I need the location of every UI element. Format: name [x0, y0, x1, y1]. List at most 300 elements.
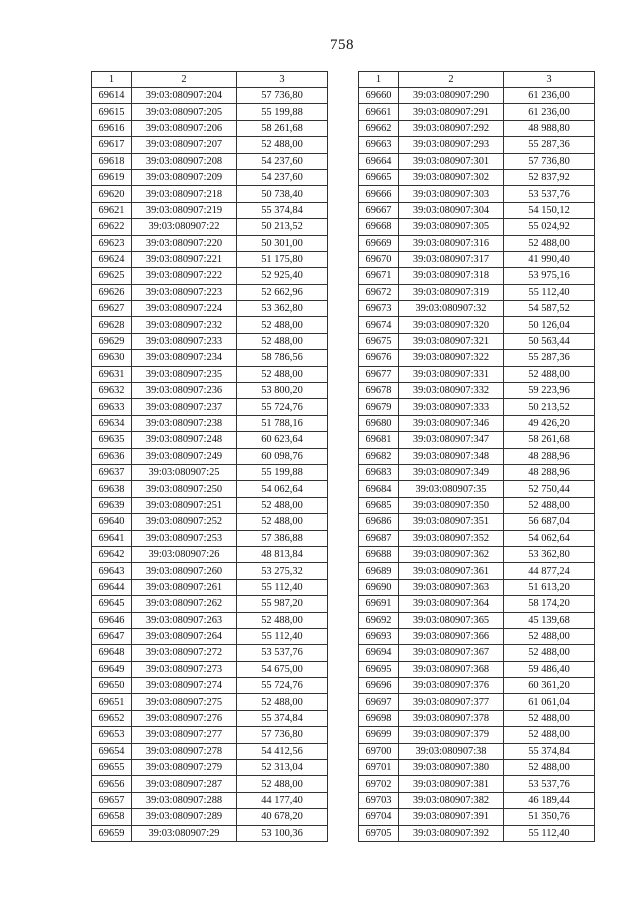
- row-number-cell: 69639: [92, 497, 132, 513]
- row-number-cell: 69621: [92, 202, 132, 218]
- cadastral-number-cell: 39:03:080907:238: [132, 415, 237, 431]
- table-row: [92, 497, 328, 513]
- table-row: [359, 678, 595, 694]
- cadastral-number-cell: 39:03:080907:321: [399, 333, 504, 349]
- row-number-cell: 69698: [359, 710, 399, 726]
- value-cell: 52 488,00: [504, 710, 595, 726]
- table-row: [359, 628, 595, 644]
- value-cell: 52 488,00: [237, 317, 328, 333]
- table-row: [359, 727, 595, 743]
- cadastral-number-cell: 39:03:080907:319: [399, 284, 504, 300]
- value-cell: 52 837,92: [504, 169, 595, 185]
- cadastral-number-cell: 39:03:080907:253: [132, 530, 237, 546]
- value-cell: 48 288,96: [504, 448, 595, 464]
- row-number-cell: 69678: [359, 383, 399, 399]
- cadastral-number-cell: 39:03:080907:221: [132, 251, 237, 267]
- value-cell: 61 236,00: [504, 88, 595, 104]
- value-cell: 55 987,20: [237, 596, 328, 612]
- right-data-table: [358, 71, 595, 842]
- left-data-table: [91, 71, 328, 842]
- value-cell: 51 613,20: [504, 579, 595, 595]
- value-cell: 54 062,64: [504, 530, 595, 546]
- cadastral-number-cell: 39:03:080907:291: [399, 104, 504, 120]
- value-cell: 55 724,76: [237, 399, 328, 415]
- row-number-cell: 69616: [92, 120, 132, 136]
- cadastral-number-cell: 39:03:080907:264: [132, 628, 237, 644]
- row-number-cell: 69703: [359, 792, 399, 808]
- table-row: [92, 596, 328, 612]
- table-row: [359, 268, 595, 284]
- cadastral-number-cell: 39:03:080907:277: [132, 727, 237, 743]
- cadastral-number-cell: 39:03:080907:377: [399, 694, 504, 710]
- cadastral-number-cell: 39:03:080907:364: [399, 596, 504, 612]
- cadastral-number-cell: 39:03:080907:380: [399, 760, 504, 776]
- table-row: [92, 432, 328, 448]
- column-header-value: 3: [237, 72, 328, 88]
- cadastral-number-cell: 39:03:080907:351: [399, 514, 504, 530]
- value-cell: 52 750,44: [504, 481, 595, 497]
- table-row: [92, 301, 328, 317]
- row-number-cell: 69660: [359, 88, 399, 104]
- value-cell: 52 488,00: [237, 366, 328, 382]
- value-cell: 40 678,20: [237, 809, 328, 825]
- row-number-cell: 69653: [92, 727, 132, 743]
- cadastral-number-cell: 39:03:080907:32: [399, 301, 504, 317]
- value-cell: 53 362,80: [237, 301, 328, 317]
- column-header-cadastral-number: 2: [399, 72, 504, 88]
- table-row: [92, 694, 328, 710]
- row-number-cell: 69655: [92, 760, 132, 776]
- row-number-cell: 69701: [359, 760, 399, 776]
- row-number-cell: 69681: [359, 432, 399, 448]
- cadastral-number-cell: 39:03:080907:260: [132, 563, 237, 579]
- row-number-cell: 69693: [359, 628, 399, 644]
- row-number-cell: 69697: [359, 694, 399, 710]
- row-number-cell: 69649: [92, 661, 132, 677]
- value-cell: 52 488,00: [504, 645, 595, 661]
- row-number-cell: 69622: [92, 219, 132, 235]
- cadastral-number-cell: 39:03:080907:234: [132, 350, 237, 366]
- row-number-cell: 69702: [359, 776, 399, 792]
- value-cell: 54 587,52: [504, 301, 595, 317]
- value-cell: 52 488,00: [237, 137, 328, 153]
- cadastral-number-cell: 39:03:080907:207: [132, 137, 237, 153]
- row-number-cell: 69614: [92, 88, 132, 104]
- value-cell: 50 563,44: [504, 333, 595, 349]
- row-number-cell: 69664: [359, 153, 399, 169]
- cadastral-number-cell: 39:03:080907:251: [132, 497, 237, 513]
- cadastral-number-cell: 39:03:080907:322: [399, 350, 504, 366]
- cadastral-number-cell: 39:03:080907:206: [132, 120, 237, 136]
- table-row: [92, 268, 328, 284]
- row-number-cell: 69645: [92, 596, 132, 612]
- cadastral-number-cell: 39:03:080907:392: [399, 825, 504, 841]
- row-number-cell: 69682: [359, 448, 399, 464]
- cadastral-number-cell: 39:03:080907:25: [132, 464, 237, 480]
- cadastral-number-cell: 39:03:080907:332: [399, 383, 504, 399]
- value-cell: 56 687,04: [504, 514, 595, 530]
- row-number-cell: 69680: [359, 415, 399, 431]
- value-cell: 55 112,40: [237, 579, 328, 595]
- table-row: [92, 104, 328, 120]
- table-row: [92, 825, 328, 841]
- value-cell: 57 736,80: [237, 727, 328, 743]
- table-row: [92, 743, 328, 759]
- value-cell: 53 100,36: [237, 825, 328, 841]
- value-cell: 55 199,88: [237, 104, 328, 120]
- row-number-cell: 69644: [92, 579, 132, 595]
- value-cell: 60 623,64: [237, 432, 328, 448]
- value-cell: 52 488,00: [237, 776, 328, 792]
- value-cell: 52 488,00: [237, 612, 328, 628]
- row-number-cell: 69642: [92, 546, 132, 562]
- table-row: [359, 169, 595, 185]
- table-row: [92, 415, 328, 431]
- cadastral-number-cell: 39:03:080907:22: [132, 219, 237, 235]
- cadastral-number-cell: 39:03:080907:204: [132, 88, 237, 104]
- cadastral-number-cell: 39:03:080907:363: [399, 579, 504, 595]
- row-number-cell: 69633: [92, 399, 132, 415]
- value-cell: 45 139,68: [504, 612, 595, 628]
- cadastral-number-cell: 39:03:080907:376: [399, 678, 504, 694]
- table-row: [92, 350, 328, 366]
- value-cell: 54 412,56: [237, 743, 328, 759]
- row-number-cell: 69705: [359, 825, 399, 841]
- table-row: [359, 694, 595, 710]
- cadastral-number-cell: 39:03:080907:289: [132, 809, 237, 825]
- table-header-row: [92, 72, 328, 88]
- cadastral-number-cell: 39:03:080907:293: [399, 137, 504, 153]
- cadastral-number-cell: 39:03:080907:318: [399, 268, 504, 284]
- table-row: [359, 301, 595, 317]
- cadastral-number-cell: 39:03:080907:26: [132, 546, 237, 562]
- value-cell: 53 362,80: [504, 546, 595, 562]
- table-row: [359, 432, 595, 448]
- column-header-cadastral-number: 2: [132, 72, 237, 88]
- value-cell: 58 261,68: [504, 432, 595, 448]
- table-row: [359, 120, 595, 136]
- row-number-cell: 69628: [92, 317, 132, 333]
- value-cell: 52 488,00: [504, 366, 595, 382]
- cadastral-number-cell: 39:03:080907:381: [399, 776, 504, 792]
- table-row: [92, 678, 328, 694]
- table-row: [359, 825, 595, 841]
- cadastral-number-cell: 39:03:080907:290: [399, 88, 504, 104]
- row-number-cell: 69674: [359, 317, 399, 333]
- table-row: [359, 448, 595, 464]
- cadastral-number-cell: 39:03:080907:278: [132, 743, 237, 759]
- cadastral-number-cell: 39:03:080907:276: [132, 710, 237, 726]
- table-row: [92, 137, 328, 153]
- cadastral-number-cell: 39:03:080907:301: [399, 153, 504, 169]
- cadastral-number-cell: 39:03:080907:29: [132, 825, 237, 841]
- value-cell: 58 786,56: [237, 350, 328, 366]
- cadastral-number-cell: 39:03:080907:333: [399, 399, 504, 415]
- value-cell: 52 488,00: [237, 514, 328, 530]
- value-cell: 55 374,84: [504, 743, 595, 759]
- value-cell: 53 537,76: [504, 186, 595, 202]
- table-row: [359, 792, 595, 808]
- row-number-cell: 69623: [92, 235, 132, 251]
- column-header-number: 1: [359, 72, 399, 88]
- table-row: [92, 251, 328, 267]
- value-cell: 55 287,36: [504, 137, 595, 153]
- row-number-cell: 69673: [359, 301, 399, 317]
- value-cell: 52 488,00: [504, 235, 595, 251]
- row-number-cell: 69699: [359, 727, 399, 743]
- value-cell: 55 199,88: [237, 464, 328, 480]
- row-number-cell: 69650: [92, 678, 132, 694]
- value-cell: 55 374,84: [237, 710, 328, 726]
- table-row: [92, 88, 328, 104]
- table-row: [92, 563, 328, 579]
- cadastral-number-cell: 39:03:080907:274: [132, 678, 237, 694]
- table-row: [359, 137, 595, 153]
- row-number-cell: 69631: [92, 366, 132, 382]
- row-number-cell: 69696: [359, 678, 399, 694]
- value-cell: 52 662,96: [237, 284, 328, 300]
- cadastral-number-cell: 39:03:080907:305: [399, 219, 504, 235]
- table-row: [92, 710, 328, 726]
- cadastral-number-cell: 39:03:080907:362: [399, 546, 504, 562]
- value-cell: 50 126,04: [504, 317, 595, 333]
- cadastral-number-cell: 39:03:080907:288: [132, 792, 237, 808]
- table-row: [92, 612, 328, 628]
- row-number-cell: 69695: [359, 661, 399, 677]
- table-row: [92, 727, 328, 743]
- row-number-cell: 69620: [92, 186, 132, 202]
- cadastral-number-cell: 39:03:080907:378: [399, 710, 504, 726]
- value-cell: 53 800,20: [237, 383, 328, 399]
- value-cell: 58 174,20: [504, 596, 595, 612]
- row-number-cell: 69654: [92, 743, 132, 759]
- row-number-cell: 69627: [92, 301, 132, 317]
- cadastral-number-cell: 39:03:080907:205: [132, 104, 237, 120]
- cadastral-number-cell: 39:03:080907:367: [399, 645, 504, 661]
- row-number-cell: 69687: [359, 530, 399, 546]
- table-row: [92, 448, 328, 464]
- row-number-cell: 69694: [359, 645, 399, 661]
- table-row: [359, 579, 595, 595]
- value-cell: 51 175,80: [237, 251, 328, 267]
- table-row: [359, 809, 595, 825]
- row-number-cell: 69671: [359, 268, 399, 284]
- row-number-cell: 69635: [92, 432, 132, 448]
- cadastral-number-cell: 39:03:080907:273: [132, 661, 237, 677]
- table-row: [359, 415, 595, 431]
- row-number-cell: 69652: [92, 710, 132, 726]
- cadastral-number-cell: 39:03:080907:38: [399, 743, 504, 759]
- value-cell: 53 975,16: [504, 268, 595, 284]
- row-number-cell: 69692: [359, 612, 399, 628]
- cadastral-number-cell: 39:03:080907:292: [399, 120, 504, 136]
- cadastral-number-cell: 39:03:080907:361: [399, 563, 504, 579]
- row-number-cell: 69668: [359, 219, 399, 235]
- table-row: [359, 546, 595, 562]
- column-header-value: 3: [504, 72, 595, 88]
- table-row: [92, 809, 328, 825]
- row-number-cell: 69651: [92, 694, 132, 710]
- table-row: [92, 645, 328, 661]
- table-row: [92, 284, 328, 300]
- value-cell: 52 488,00: [237, 333, 328, 349]
- cadastral-number-cell: 39:03:080907:224: [132, 301, 237, 317]
- table-row: [359, 497, 595, 513]
- value-cell: 58 261,68: [237, 120, 328, 136]
- row-number-cell: 69618: [92, 153, 132, 169]
- row-number-cell: 69676: [359, 350, 399, 366]
- cadastral-number-cell: 39:03:080907:303: [399, 186, 504, 202]
- cadastral-number-cell: 39:03:080907:272: [132, 645, 237, 661]
- row-number-cell: 69690: [359, 579, 399, 595]
- cadastral-number-cell: 39:03:080907:347: [399, 432, 504, 448]
- table-row: [92, 169, 328, 185]
- cadastral-number-cell: 39:03:080907:232: [132, 317, 237, 333]
- value-cell: 48 813,84: [237, 546, 328, 562]
- cadastral-number-cell: 39:03:080907:316: [399, 235, 504, 251]
- cadastral-number-cell: 39:03:080907:350: [399, 497, 504, 513]
- table-row: [359, 760, 595, 776]
- value-cell: 55 287,36: [504, 350, 595, 366]
- cadastral-number-cell: 39:03:080907:287: [132, 776, 237, 792]
- cadastral-number-cell: 39:03:080907:208: [132, 153, 237, 169]
- row-number-cell: 69683: [359, 464, 399, 480]
- row-number-cell: 69629: [92, 333, 132, 349]
- row-number-cell: 69626: [92, 284, 132, 300]
- table-row: [92, 399, 328, 415]
- row-number-cell: 69670: [359, 251, 399, 267]
- table-row: [92, 333, 328, 349]
- value-cell: 48 288,96: [504, 464, 595, 480]
- column-header-number: 1: [92, 72, 132, 88]
- table-row: [359, 612, 595, 628]
- row-number-cell: 69662: [359, 120, 399, 136]
- value-cell: 46 189,44: [504, 792, 595, 808]
- table-row: [92, 546, 328, 562]
- row-number-cell: 69684: [359, 481, 399, 497]
- table-row: [359, 186, 595, 202]
- table-row: [359, 153, 595, 169]
- value-cell: 57 736,80: [504, 153, 595, 169]
- table-row: [359, 219, 595, 235]
- value-cell: 50 738,40: [237, 186, 328, 202]
- row-number-cell: 69643: [92, 563, 132, 579]
- cadastral-number-cell: 39:03:080907:222: [132, 268, 237, 284]
- table-row: [359, 284, 595, 300]
- row-number-cell: 69647: [92, 628, 132, 644]
- table-row: [359, 710, 595, 726]
- cadastral-number-cell: 39:03:080907:220: [132, 235, 237, 251]
- row-number-cell: 69675: [359, 333, 399, 349]
- right-table-body: [359, 88, 595, 842]
- cadastral-number-cell: 39:03:080907:275: [132, 694, 237, 710]
- cadastral-number-cell: 39:03:080907:352: [399, 530, 504, 546]
- value-cell: 55 112,40: [504, 284, 595, 300]
- cadastral-number-cell: 39:03:080907:379: [399, 727, 504, 743]
- row-number-cell: 69641: [92, 530, 132, 546]
- row-number-cell: 69636: [92, 448, 132, 464]
- row-number-cell: 69630: [92, 350, 132, 366]
- table-row: [92, 530, 328, 546]
- value-cell: 53 537,76: [237, 645, 328, 661]
- table-row: [92, 760, 328, 776]
- table-row: [359, 251, 595, 267]
- value-cell: 48 988,80: [504, 120, 595, 136]
- value-cell: 55 112,40: [237, 628, 328, 644]
- value-cell: 55 112,40: [504, 825, 595, 841]
- value-cell: 59 223,96: [504, 383, 595, 399]
- value-cell: 51 350,76: [504, 809, 595, 825]
- table-row: [92, 383, 328, 399]
- value-cell: 55 374,84: [237, 202, 328, 218]
- row-number-cell: 69661: [359, 104, 399, 120]
- cadastral-number-cell: 39:03:080907:248: [132, 432, 237, 448]
- value-cell: 52 488,00: [504, 628, 595, 644]
- row-number-cell: 69638: [92, 481, 132, 497]
- value-cell: 55 024,92: [504, 219, 595, 235]
- cadastral-number-cell: 39:03:080907:249: [132, 448, 237, 464]
- row-number-cell: 69615: [92, 104, 132, 120]
- row-number-cell: 69637: [92, 464, 132, 480]
- value-cell: 50 213,52: [237, 219, 328, 235]
- row-number-cell: 69677: [359, 366, 399, 382]
- table-row: [92, 235, 328, 251]
- table-row: [359, 333, 595, 349]
- value-cell: 54 150,12: [504, 202, 595, 218]
- value-cell: 54 675,00: [237, 661, 328, 677]
- row-number-cell: 69659: [92, 825, 132, 841]
- table-row: [359, 596, 595, 612]
- table-row: [359, 464, 595, 480]
- cadastral-number-cell: 39:03:080907:279: [132, 760, 237, 776]
- value-cell: 57 386,88: [237, 530, 328, 546]
- row-number-cell: 69679: [359, 399, 399, 415]
- value-cell: 52 313,04: [237, 760, 328, 776]
- table-row: [359, 743, 595, 759]
- value-cell: 52 488,00: [504, 727, 595, 743]
- value-cell: 60 098,76: [237, 448, 328, 464]
- table-row: [359, 235, 595, 251]
- cadastral-number-cell: 39:03:080907:209: [132, 169, 237, 185]
- row-number-cell: 69691: [359, 596, 399, 612]
- row-number-cell: 69646: [92, 612, 132, 628]
- row-number-cell: 69632: [92, 383, 132, 399]
- table-row: [359, 317, 595, 333]
- cadastral-number-cell: 39:03:080907:219: [132, 202, 237, 218]
- value-cell: 44 877,24: [504, 563, 595, 579]
- cadastral-number-cell: 39:03:080907:261: [132, 579, 237, 595]
- row-number-cell: 69625: [92, 268, 132, 284]
- table-row: [92, 153, 328, 169]
- table-row: [359, 776, 595, 792]
- value-cell: 59 486,40: [504, 661, 595, 677]
- cadastral-number-cell: 39:03:080907:235: [132, 366, 237, 382]
- page-number: 758: [330, 37, 354, 53]
- cadastral-number-cell: 39:03:080907:348: [399, 448, 504, 464]
- table-row: [359, 481, 595, 497]
- table-row: [92, 579, 328, 595]
- table-row: [359, 350, 595, 366]
- table-row: [92, 514, 328, 530]
- cadastral-number-cell: 39:03:080907:233: [132, 333, 237, 349]
- table-header-row: [359, 72, 595, 88]
- left-table-body: [92, 88, 328, 842]
- row-number-cell: 69669: [359, 235, 399, 251]
- value-cell: 51 788,16: [237, 415, 328, 431]
- table-row: [92, 464, 328, 480]
- value-cell: 60 361,20: [504, 678, 595, 694]
- value-cell: 54 237,60: [237, 169, 328, 185]
